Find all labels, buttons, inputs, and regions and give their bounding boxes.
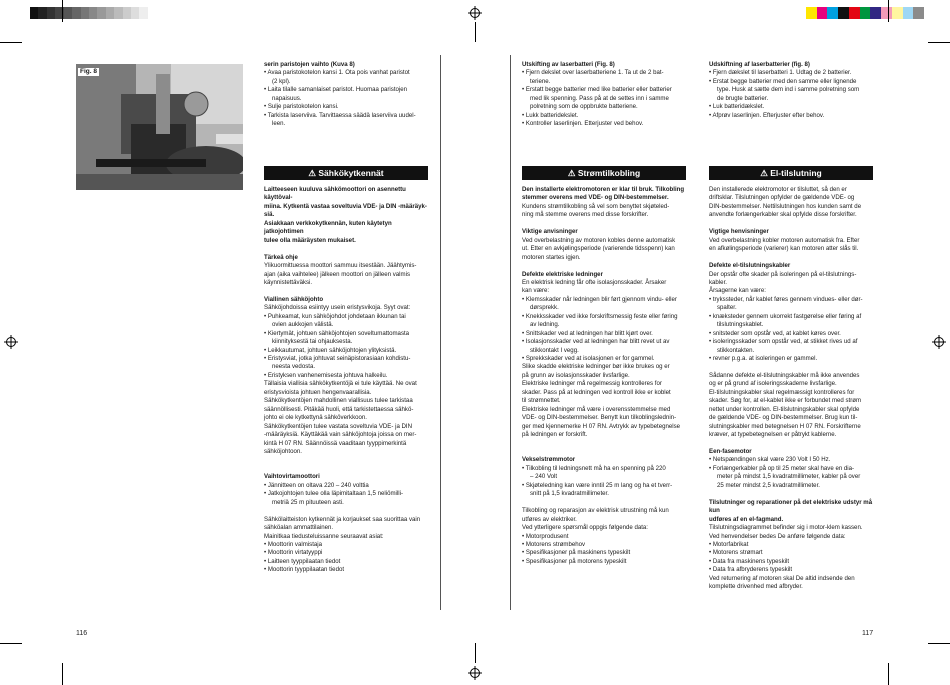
text-line: Asiakkaan verkkokytkennän, kuten käytetyn jatkojohtimen (264, 219, 392, 236)
crop-mark (62, 0, 63, 22)
text-line: • Motorens strømbehov (522, 540, 586, 548)
text-line: • Moottorin tyyppilaatan tiedot (264, 566, 345, 574)
crop-mark (928, 42, 950, 43)
col-no-title: ⚠ Strømtilkobling (522, 166, 686, 180)
text-line: Sådanne defekte el-tilslutningskabler må ikke anvendes (709, 371, 860, 379)
text-line: • Motorens strømart (709, 549, 763, 557)
text-line: • Laita tilalle samanlaiset paristot. Huomaa paristojen (264, 86, 408, 94)
registration-mark-icon (4, 335, 18, 349)
column-rule (510, 55, 511, 610)
text-line: • knæksteder gennem ukorrekt fastgørelse eller føring af (709, 312, 862, 320)
text-line: Een-fasemotor (709, 447, 752, 455)
text-line: snitt på 1,5 kvadratmillimeter. (530, 490, 609, 498)
text-line: • Spesifikasjoner på motorens typeskilt (522, 557, 627, 565)
text-line: Slike skadde elektriske ledninger bør ikke brukes og er (522, 363, 670, 371)
text-line: kintä H 07 RN. Säännöissä vaaditaan tyyppimerkintä (264, 439, 407, 447)
text-line: nettet under kontrollen. El-tilslutningskabler skal opfylde (709, 405, 860, 413)
figure-label: Fig. 8 (80, 68, 97, 75)
spacer (709, 220, 874, 228)
text-line: • Tarkista laserviiva. Tarvittaessa säädä laserviiva uudel- (264, 111, 416, 119)
text-line: • Afprøv laserlinjen. Efterjuster efter behov. (709, 111, 825, 119)
crop-mark (475, 643, 476, 663)
crop-mark (888, 0, 889, 22)
text-line: skader. Søg for, at el-kablet ikke er forbundet med strøm (709, 397, 862, 405)
spacer (522, 262, 687, 270)
text-line: • Kiertymät, johtuen sähköjohtojen soveltumattomasta (264, 329, 410, 337)
text-line: de gældende VDE- og DIN-bestemmelser. Brug kun til- (709, 414, 858, 422)
text-line: • Isolasjonsskader ved at ledningen har blitt revet ut av (522, 338, 670, 346)
text-line: kræver, at typebetegnelsen er påtrykt kablerne. (709, 431, 837, 439)
text-line: Tärkeä ohje (264, 253, 298, 261)
text-line: Udskiftning af laserbatterier (fig. 8) (709, 61, 810, 68)
text-line: • Jännitteen on oltava 220 – 240 volttia (264, 481, 369, 489)
text-line: El-tilslutningskabler skal regelmæssigt kontrolleres for (709, 388, 855, 396)
text-line: meter på mindst 1,5 kvadratmillimeter, kabler på over (717, 473, 861, 481)
text-line: (2 kpl). (272, 77, 291, 85)
text-line: • Fjern dekslet over laserbatteriene 1. Ta ut de 2 bat- (522, 69, 664, 77)
text-line: Tällaisia viallisia sähkökytkentöjä ei tule käyttää. Ne ovat (264, 380, 417, 388)
text-line: • trykssteder, når kablet føres gennem vindues- eller dør- (709, 295, 863, 303)
text-line: • Erstat begge batterier med den samme eller lignende (709, 77, 857, 85)
text-line: Kundens strømtilkobling så vel som benyttet skjøteled- (522, 202, 670, 210)
spacer (709, 440, 874, 448)
text-line: käynnistettäväksi. (264, 278, 313, 286)
text-line: utføres av elektriker. (522, 515, 577, 523)
text-line: av ledning. (530, 321, 560, 329)
spacer (709, 490, 874, 498)
text-line: Sähkökytkentöjen mahdollinen viallisuus tulee tarkistaa (264, 397, 413, 405)
text-line: • Jatkojohtojen tulee olla läpimitaltaan 1,5 neliömilli- (264, 490, 403, 498)
spacer (522, 448, 687, 456)
text-line: Ved overbelastning av motoren kobles denne automatisk (522, 236, 676, 244)
text-line: polretning som de oppbrukte batteriene. (530, 103, 638, 111)
text-line: en afkølingsperiode (varierer) kan motoren atter slås til. (709, 245, 859, 253)
saw-photo-illustration (76, 64, 243, 190)
color-bar (806, 7, 924, 19)
text-line: • Erstatt begge batterier med like batterier eller batterier (522, 86, 672, 94)
page-number-right: 117 (862, 630, 874, 637)
text-line: kabler. (709, 278, 727, 286)
text-line: Sähköjohdoissa esiintyy usein eristysvikoja. Syyt ovat: (264, 304, 411, 312)
text-line: Tilslutningsdiagrammet befinder sig i motor-klem kassen. (709, 524, 863, 532)
text-line: Der opstår ofte skader på isoleringen på el-tilslutnings- (709, 270, 857, 278)
text-line: napaisuus. (272, 94, 302, 102)
text-line: • Fjern dækslet til laserbatteri 1. Udtag de 2 batterier. (709, 69, 852, 77)
crop-mark (0, 42, 22, 43)
registration-mark-icon (932, 335, 946, 349)
text-line: ut. Etter en avkjølingsperiode (varierende tidsspenn) kan (522, 245, 675, 253)
registration-mark-icon (468, 666, 482, 680)
text-line: komplette drivenhed med afbryder. (709, 583, 803, 591)
text-line: metriä 25 m pituuteen asti. (272, 498, 344, 506)
text-line: kan være: (522, 287, 550, 295)
spacer (522, 440, 687, 448)
text-line: Sähkökytkentöjen tulee vastata soveltuvia VDE- ja DIN (264, 422, 413, 430)
text-line: • Leikkautumat, johtuen sähköjohtojen ylityksistä. (264, 346, 397, 354)
text-line: siä. (264, 211, 275, 219)
text-line: slutningskabler med betegnelsen H 07 RN. Forskrifterne (709, 422, 861, 430)
col-fi-top (264, 61, 429, 129)
text-line: • Kontroller laserlinjen. Etterjuster ved behov. (522, 120, 644, 128)
text-line: • revner p.g.a. at isoleringen er gammel. (709, 355, 818, 363)
text-line: Vaihtovirtamoottori (264, 473, 320, 481)
crop-mark (62, 663, 63, 685)
text-line: dørsprekk. (530, 304, 559, 312)
text-line: stikkontakten. (717, 346, 755, 354)
spacer (264, 507, 429, 515)
text-line: udføres af en el-fagmand. (709, 515, 784, 523)
text-line: de brugte batterier. (717, 94, 769, 102)
text-line: Ved returnering af motoren skal De altid indsende den (709, 574, 855, 582)
col-da-body (709, 186, 874, 592)
text-line: DIN-bestemmelser. Nettilslutningen hos kunden samt de (709, 202, 862, 210)
text-line: leen. (272, 120, 286, 128)
text-line: Viallinen sähköjohto (264, 295, 324, 303)
text-line: stikkontakt I vegg. (530, 346, 579, 354)
text-line: • Sulje paristokotelon kansi. (264, 103, 339, 111)
col-fi-body (264, 186, 429, 575)
text-line: • Avaa paristokotelon kansi 1. Ota pois vanhat paristot (264, 69, 410, 77)
text-line: Utskifting av laserbatteri (Fig. 8) (522, 61, 615, 68)
text-line: tulee olla määräysten mukaiset. (264, 236, 356, 244)
col-da-top (709, 61, 874, 120)
col-no-body (522, 186, 687, 566)
col-da-title: ⚠ El-tilslutning (709, 166, 873, 180)
crop-mark (928, 643, 950, 644)
text-line: • Eristyksen vanhenemisesta johtuva halkeilu. (264, 371, 388, 379)
spacer (264, 287, 429, 295)
grayscale-bar (30, 7, 148, 19)
text-line: Laitteeseen kuuluva sähkömoottori on asennettu käyttöval- (264, 186, 406, 202)
text-line: på grunn av isolasjonsskader livsfarlige. (522, 371, 630, 379)
spacer (264, 465, 429, 473)
spacer (264, 456, 429, 464)
text-line: • Klemsskader når ledningen blir ført gjennom vindu- eller (522, 295, 677, 303)
text-line: • snitsteder som opstår ved, at kablet køres over. (709, 329, 841, 337)
text-line: med lik spenning. Pass på at de settes inn i samme (530, 94, 669, 102)
text-line: skader. Pass på at ledningen ved kontroll ikke er koblet (522, 388, 671, 396)
text-line: og er på grund af isoleringsskaderne livsfarlige. (709, 380, 837, 388)
text-line: Vigtige henvisninger (709, 228, 769, 236)
page-number-left: 116 (76, 630, 88, 637)
text-line: til strømnettet. (522, 397, 561, 405)
text-line: spalter. (717, 304, 737, 312)
col-no-top (522, 61, 687, 129)
text-line: Ved ytterligere spørsmål oppgis følgende data: (522, 524, 649, 532)
text-line: kiinnityksestä tai ohjauksesta. (272, 338, 353, 346)
text-line: • Data fra maskinens typeskilt (709, 557, 790, 565)
text-line: miina. Kytkentä vastaa soveltuvia VDE- ja DIN -määräyk- (264, 202, 427, 210)
spacer (709, 363, 874, 371)
text-line: 25 meter mindst 2,5 kvadratmillimeter. (717, 481, 820, 489)
crop-mark (888, 663, 889, 685)
text-line: • Netspændingen skal være 230 Volt I 50 Hz. (709, 456, 831, 464)
text-line: • Snittskader ved at ledningen har blitt kjørt over. (522, 329, 653, 337)
text-line: VDE- og DIN-bestemmelser. Benytt kun tilkoblingslednin- (522, 414, 677, 422)
text-line: • Knekksskader ved ikke forskriftsmessig feste eller føring (522, 312, 678, 320)
spacer (709, 254, 874, 262)
text-line: sähköjohtoon. (264, 448, 302, 456)
text-line: type. Husk at sætte dem ind i samme polretning som (717, 86, 860, 94)
text-line: • Motorfabrikat (709, 540, 749, 548)
text-line: motoren startes igjen. (522, 253, 581, 261)
text-line: säännöllisesti. Pitäkää huoli, että tarkistettaessa sähkö- (264, 405, 414, 413)
text-line: ovien aukkojen välistä. (272, 321, 334, 329)
spacer (522, 220, 687, 228)
text-line: Tilslutninger og reparationer på det elektriske udstyr må kun (709, 498, 873, 515)
text-line: teriene. (530, 77, 551, 85)
text-line: • Moottorin valmistaja (264, 540, 323, 548)
text-line: • Luk batteridækslet. (709, 103, 765, 111)
text-line: Den installerte elektromotoren er klar til bruk. Tilkobling (522, 186, 685, 193)
text-line: tilslutningskablet. (717, 321, 764, 329)
registration-mark-icon (468, 6, 482, 20)
text-line: neesta vedosta. (272, 363, 316, 371)
text-line: eristysvioista johtuen hengenvaarallisia. (264, 388, 372, 396)
text-line: Mainitkaa tiedusteluissanne seuraavat asiat: (264, 532, 384, 540)
column-rule (440, 55, 441, 610)
figure-photo (76, 64, 243, 190)
text-line: johto ei ole kytkettynä sähköverkkoon. (264, 414, 367, 422)
text-line: driftsklar. Tilslutningen opfylder de gældende VDE- og (709, 194, 855, 202)
crop-mark (0, 643, 22, 644)
text-line: • Motorprodusent (522, 532, 569, 540)
text-line: Ved henvendelser bedes De anføre følgende data: (709, 532, 846, 540)
col-fi-title: ⚠ Sähkökytkennät (264, 166, 428, 180)
text-line: – 240 Volt (530, 473, 558, 481)
text-line: • Tilkobling til ledningsnett må ha en spenning på 220 (522, 464, 666, 472)
text-line: på ledningen er forskrift. (522, 431, 588, 439)
crop-mark (475, 22, 476, 42)
text-line: Elektriske ledninger må være i overensstemmelse med (522, 405, 671, 413)
text-line: Ylikuormittuessa moottori sammuu itsestään. Jäähtymis- (264, 262, 417, 270)
text-line: Elektriske ledninger må regelmessig kontrolleres for (522, 380, 662, 388)
text-line: ning må stemme overens med disse forskrifter. (522, 211, 649, 219)
text-line: Viktige anvisninger (522, 228, 578, 236)
text-line: Sähkölaitteiston kytkennät ja korjaukset saa suorittaa vain (264, 515, 421, 523)
text-line: Den installerede elektromotor er tilsluttet, så den er (709, 186, 847, 193)
text-line: serin paristojen vaihto (Kuva 8) (264, 61, 355, 68)
text-line: • Puhkeamat, kun sähköjohdot johdetaan ikkunan tai (264, 312, 406, 320)
text-line: • Spesifikasjoner på maskinens typeskilt (522, 549, 631, 557)
text-line: En elektrisk ledning får ofte isolasjonsskader. Årsaker (522, 278, 667, 286)
text-line: • isoleringsskader som opstår ved, at stikket rives ud af (709, 338, 858, 346)
text-line: ger med kjennemerke H 07 RN. Avtrykk av typebetegnelse (522, 422, 681, 430)
text-line: Defekte elektriske ledninger (522, 270, 603, 278)
text-line: anvendte forlængerkabler skal opfylde disse forskrifter. (709, 211, 857, 219)
text-line: • Laitteen tyyppilaatan tiedot (264, 557, 341, 565)
text-line: • Sprekkskader ved at isolasjonen er for gammel. (522, 355, 655, 363)
text-line: • Eristysviat, jotka johtuvat seinäpistorasiaan kohdistu- (264, 355, 411, 363)
text-line: Defekte el-tilslutningskabler (709, 262, 791, 270)
text-line: stemmer overens med VDE- og DIN-bestemmelser. (522, 194, 669, 202)
spacer (522, 499, 687, 507)
text-line: Årsagerne kan være: (709, 287, 766, 295)
text-line: -määräyksiä. Käyttäkää vain sähköjohtoja joissa on mer- (264, 431, 417, 439)
text-line: • Forlængerkabler på op til 25 meter skal have en dia- (709, 464, 855, 472)
text-line: Tilkobling og reparasjon av elektrisk utrustning må kun (522, 507, 669, 515)
text-line: sähköalan ammattilainen. (264, 524, 334, 532)
text-line: • Moottorin virtatyyppi (264, 549, 323, 557)
text-line: • Data fra afbryderens typeskilt (709, 566, 793, 574)
text-line: Vekselstrømmotor (522, 456, 576, 464)
spacer (264, 245, 429, 253)
text-line: • Lukk batteridekslet. (522, 111, 579, 119)
text-line: Ved overbelastning kobler motoren automatisk fra. Efter (709, 236, 860, 244)
text-line: • Skjøteledning kan være inntil 25 m lang og ha et tverr- (522, 481, 673, 489)
text-line: ajan (aika vaihtelee) jälkeen moottori on jälleen valmis (264, 270, 410, 278)
